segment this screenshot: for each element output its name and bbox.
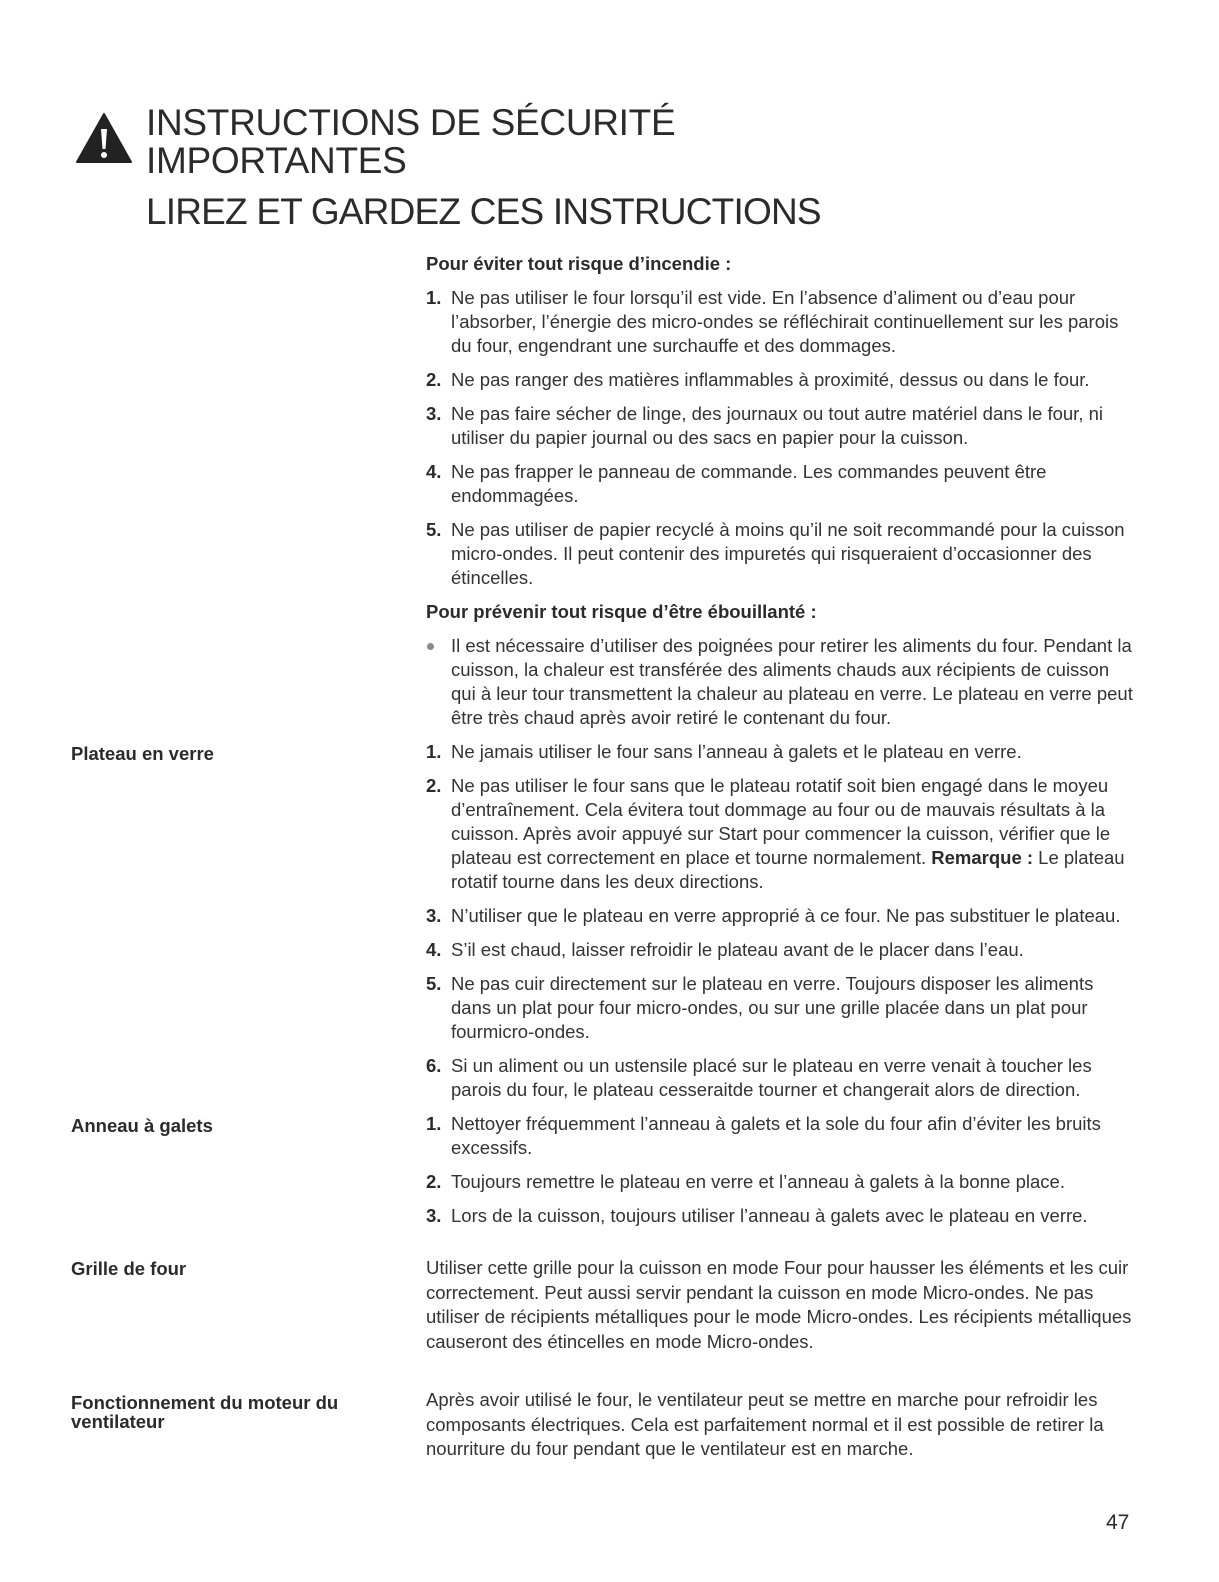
item-number: 2. — [426, 369, 442, 390]
item-text: Ne pas faire sécher de linge, des journaux ou tout autre matériel dans le four, ni utiliser du papier journal ou des sacs en papier pour la cuisson. — [451, 403, 1103, 448]
list-item — [426, 904, 1138, 928]
list-item — [426, 368, 1138, 392]
page-subtitle: LIREZ ET GARDEZ CES INSTRUCTIONS — [146, 191, 821, 232]
remark-label: Remarque : — [931, 847, 1034, 868]
glass-tray-label: Plateau en verre — [71, 743, 214, 764]
oven-rack-section — [0, 1256, 1219, 1354]
content — [0, 252, 1219, 1462]
item-text: Nettoyer fréquemment l’anneau à galets et la sole du four afin d’éviter les bruits excessifs. — [451, 1113, 1101, 1158]
fire-list — [426, 286, 1138, 590]
glass-tray-list — [426, 740, 1138, 1102]
list-item — [426, 518, 1138, 590]
list-item — [426, 774, 1138, 894]
item-number: 1. — [426, 741, 442, 762]
oven-rack-label: Grille de four — [71, 1258, 187, 1279]
item-text: N’utiliser que le plateau en verre approprié à ce four. Ne pas substituer le plateau. — [451, 905, 1121, 926]
warning-triangle-icon — [75, 112, 133, 164]
item-number: 5. — [426, 973, 442, 994]
scald-heading: Pour prévenir tout risque d’être ébouillanté : — [426, 601, 817, 622]
list-item — [426, 402, 1138, 450]
item-number: 4. — [426, 939, 442, 960]
scald-section — [0, 600, 1219, 730]
item-number: 3. — [426, 905, 442, 926]
item-text: Lors de la cuisson, toujours utiliser l’anneau à galets avec le plateau en verre. — [451, 1205, 1088, 1226]
item-text: Ne pas frapper le panneau de commande. Les commandes peuvent être endommagées. — [451, 461, 1047, 506]
item-number: 2. — [426, 775, 442, 796]
roller-ring-list — [426, 1112, 1138, 1228]
scald-list — [426, 634, 1138, 730]
list-item — [426, 740, 1138, 764]
item-text: Ne pas ranger des matières inflammables à proximité, dessus ou dans le four. — [451, 369, 1090, 390]
item-text: Ne jamais utiliser le four sans l’anneau à galets et le plateau en verre. — [451, 741, 1022, 762]
oven-rack-text: Utiliser cette grille pour la cuisson en mode Four pour hausser les éléments et les cuir correctement. Peut aussi servir pendant la cuisson en mode Micro-ondes. Ne pas utiliser de récipients métalliques pour le mode Micro-ondes. Les récipients métalliques causeront des étincelles en mode Micro-ondes. — [426, 1257, 1132, 1352]
list-item — [426, 972, 1138, 1044]
glass-tray-section — [0, 740, 1219, 1102]
list-item — [426, 938, 1138, 962]
fan-label: Fonctionnement du moteur du ventilateur — [71, 1392, 339, 1432]
item-text: Ne pas utiliser de papier recyclé à moins qu’il ne soit recommandé pour la cuisson micro-ondes. Il peut contenir des impuretés qui risqueraient d’occasionner des étincelles. — [451, 519, 1125, 588]
item-number: 2. — [426, 1171, 442, 1192]
list-item — [426, 1170, 1138, 1194]
item-text: Ne pas cuir directement sur le plateau en verre. Toujours disposer les aliments dans un plat pour four micro-ondes, ou sur une grille placée dans un plat pour fourmicro-ondes. — [451, 973, 1094, 1042]
item-text: Toujours remettre le plateau en verre et l’anneau à galets à la bonne place. — [451, 1171, 1065, 1192]
item-number: 6. — [426, 1055, 442, 1076]
item-text: S’il est chaud, laisser refroidir le plateau avant de le placer dans l’eau. — [451, 939, 1024, 960]
list-item — [426, 460, 1138, 508]
fire-heading: Pour éviter tout risque d’incendie : — [426, 253, 732, 274]
list-item — [426, 286, 1138, 358]
item-number: 4. — [426, 461, 442, 482]
list-item — [426, 1112, 1138, 1160]
item-text: Ne pas utiliser le four lorsqu’il est vide. En l’absence d’aliment ou d’eau pour l’absorber, l’énergie des micro-ondes se réfléchirait continuellement sur les parois du four, engendrant une surchauffe et des dommages. — [451, 287, 1119, 356]
item-number: 1. — [426, 287, 442, 308]
page-title — [146, 104, 675, 180]
title-line-2: IMPORTANTES — [146, 140, 407, 181]
item-text: Si un aliment ou un ustensile placé sur le plateau en verre venait à toucher les parois du four, le plateau cesseraitde tourner et changerait alors de direction. — [451, 1055, 1092, 1100]
list-item — [426, 1204, 1138, 1228]
item-text: Il est nécessaire d’utiliser des poignées pour retirer les aliments du four. Pendant la cuisson, la chaleur est transférée des aliments chauds aux récipients de cuisson qui à leur tour transmettent la chaleur au plateau en verre. Le plateau en verre peut être très chaud après avoir retiré le contenant du four. — [451, 635, 1133, 728]
page-number: 47 — [1106, 1511, 1130, 1534]
item-number: 3. — [426, 1205, 442, 1226]
item-text: Ne pas utiliser le four sans que le plateau rotatif soit bien engagé dans le moyeu d’entraînement. Cela évitera tout dommage au four ou de mauvais résultats à la cuisson. Après avoir appuyé sur Start pour commencer la cuisson, vérifier que le plateau est correctement en place et tourne normalement. — [451, 775, 1111, 868]
item-number: 1. — [426, 1113, 442, 1134]
fan-section — [0, 1388, 1219, 1462]
title-line-1: INSTRUCTIONS DE SÉCURITÉ — [146, 102, 676, 143]
item-number: 3. — [426, 403, 442, 424]
bullet-icon — [427, 643, 434, 650]
list-item — [426, 1054, 1138, 1102]
list-item — [426, 634, 1138, 730]
item-number: 5. — [426, 519, 442, 540]
fan-text: Après avoir utilisé le four, le ventilateur peut se mettre en marche pour refroidir les composants électriques. Cela est parfaitement normal et il est possible de retirer la nourriture du four pendant que le ventilateur est en marche. — [426, 1389, 1104, 1459]
fire-section — [0, 252, 1219, 590]
item-text-after: Le plateau rotatif tourne dans les deux directions. — [451, 847, 1125, 892]
roller-ring-label: Anneau à galets — [71, 1115, 213, 1136]
roller-ring-section — [0, 1112, 1219, 1228]
